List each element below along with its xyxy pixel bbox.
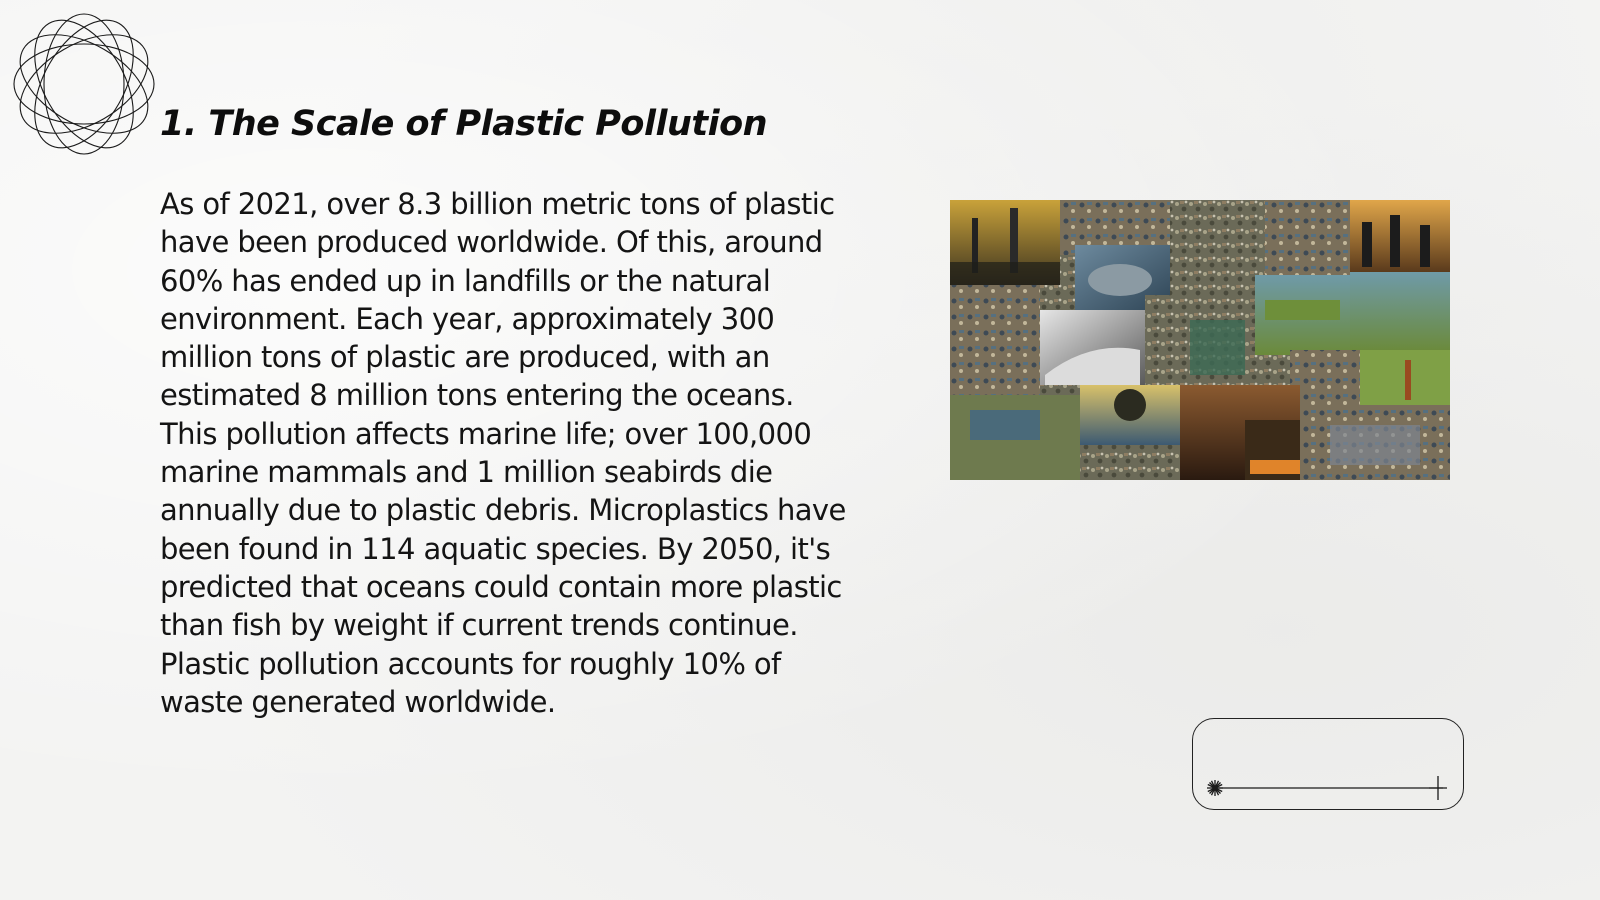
slide-title: 1. The Scale of Plastic Pollution [160, 104, 768, 144]
starburst-line-icon [1193, 719, 1465, 811]
decorative-pill-frame [1192, 718, 1464, 810]
pollution-photo-collage [950, 200, 1450, 480]
spirograph-orb-icon [10, 10, 158, 158]
slide-body-text: As of 2021, over 8.3 billion metric tons of plastic have been produced worldwide. Of this, around 60% has ended up in landfills or the natural environment. Each year, approximately 300 million tons of plastic are produced, with an estimated 8 million tons entering the oceans. This pollution affects marine life; over 100,000 marine mammals and 1 million seabirds die annually due to plastic debris. Microplastics have been found in 114 aquatic species. By 2050, it's predicted that oceans could contain more plastic than fish by weight if current trends continue. Plastic pollution accounts for roughly 10% of waste generated worldwide. [160, 187, 846, 719]
